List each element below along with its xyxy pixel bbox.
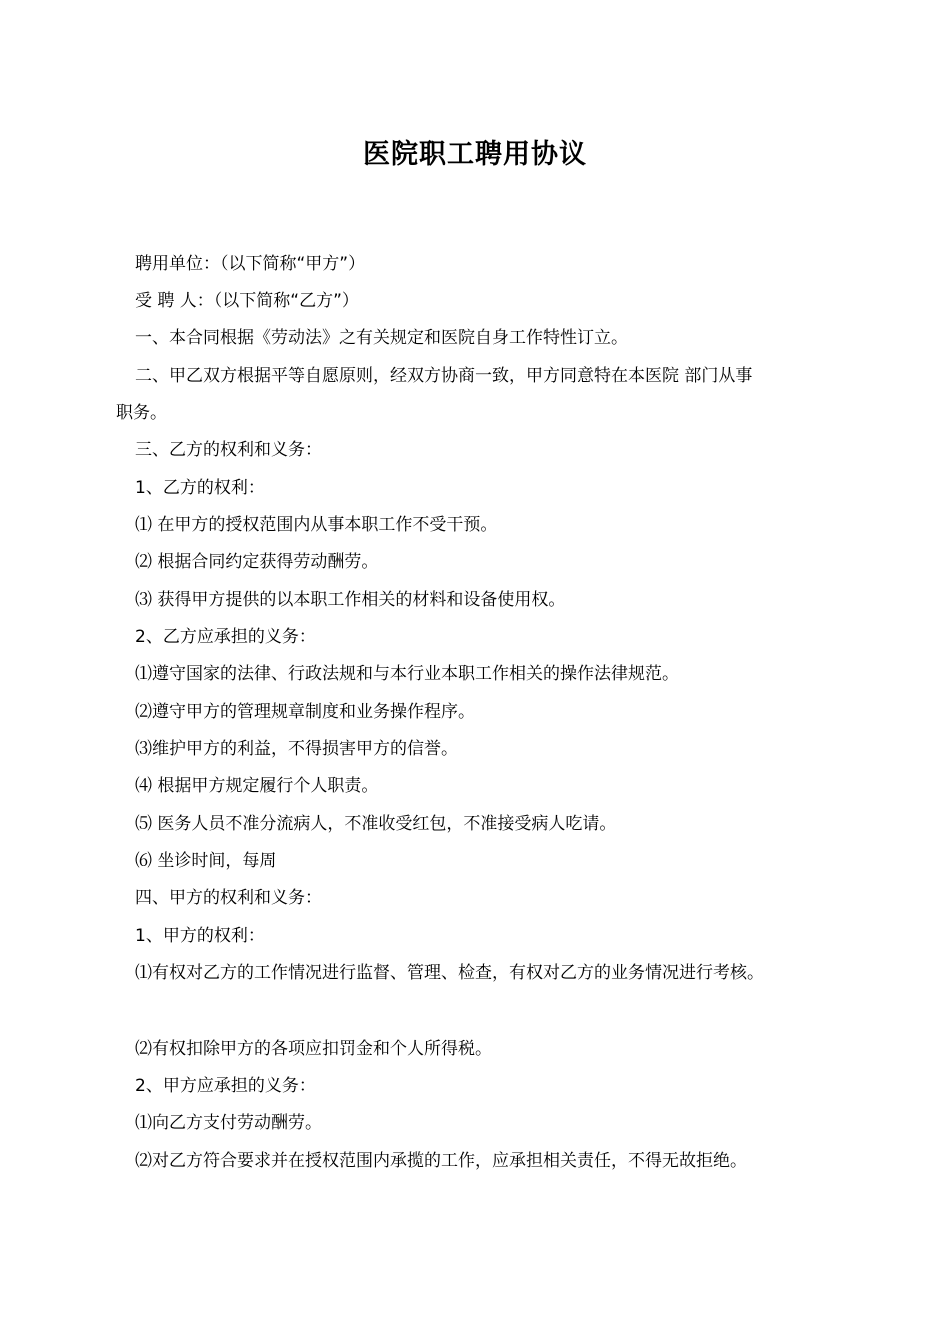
list-item: ⑴有权对乙方的工作情况进行监督、管理、检查，有权对乙方的业务情况进行考核。 — [135, 963, 764, 983]
section-4-heading: 四、甲方的权利和义务： — [135, 888, 322, 908]
document-title: 医院职工聘用协议 — [363, 139, 587, 170]
list-item: ⑵ 根据合同约定获得劳动酬劳。 — [135, 552, 379, 572]
clause-2-continued: 职务。 — [116, 403, 167, 423]
clause-2: 二、甲乙双方根据平等自愿原则，经双方协商一致，甲方同意特在本医院 部门从事 — [135, 366, 753, 386]
clause-1: 一、本合同根据《劳动法》之有关规定和医院自身工作特性订立。 — [135, 328, 628, 348]
employer-line: 聘用单位：（以下简称“甲方”） — [135, 254, 366, 274]
list-item: ⑵有权扣除甲方的各项应扣罚金和个人所得税。 — [135, 1039, 492, 1059]
list-item: ⑸ 医务人员不准分流病人，不准收受红包，不准接受病人吃请。 — [135, 814, 617, 834]
list-item: ⑴向乙方支付劳动酬劳。 — [135, 1113, 322, 1133]
list-item: ⑵对乙方符合要求并在授权范围内承揽的工作，应承担相关责任，不得无故拒绝。 — [135, 1151, 747, 1171]
list-item: ⑴遵守国家的法律、行政法规和与本行业本职工作相关的操作法律规范。 — [135, 664, 679, 684]
list-item: ⑶ 获得甲方提供的以本职工作相关的材料和设备使用权。 — [135, 590, 566, 610]
list-item: ⑹ 坐诊时间，每周 — [135, 851, 277, 871]
section-4-duties-heading: 2、甲方应承担的义务： — [135, 1076, 316, 1096]
list-item: ⑴ 在甲方的授权范围内从事本职工作不受干预。 — [135, 515, 498, 535]
section-3-duties-heading: 2、乙方应承担的义务： — [135, 627, 316, 647]
list-item: ⑵遵守甲方的管理规章制度和业务操作程序。 — [135, 702, 475, 722]
section-3-heading: 三、乙方的权利和义务： — [135, 440, 322, 460]
list-item: ⑶维护甲方的利益，不得损害甲方的信誉。 — [135, 739, 458, 759]
list-item: ⑷ 根据甲方规定履行个人职责。 — [135, 776, 379, 796]
employee-line: 受 聘 人：（以下简称“乙方”） — [135, 291, 359, 311]
section-3-rights-heading: 1、乙方的权利： — [135, 478, 265, 498]
section-4-rights-heading: 1、甲方的权利： — [135, 926, 265, 946]
